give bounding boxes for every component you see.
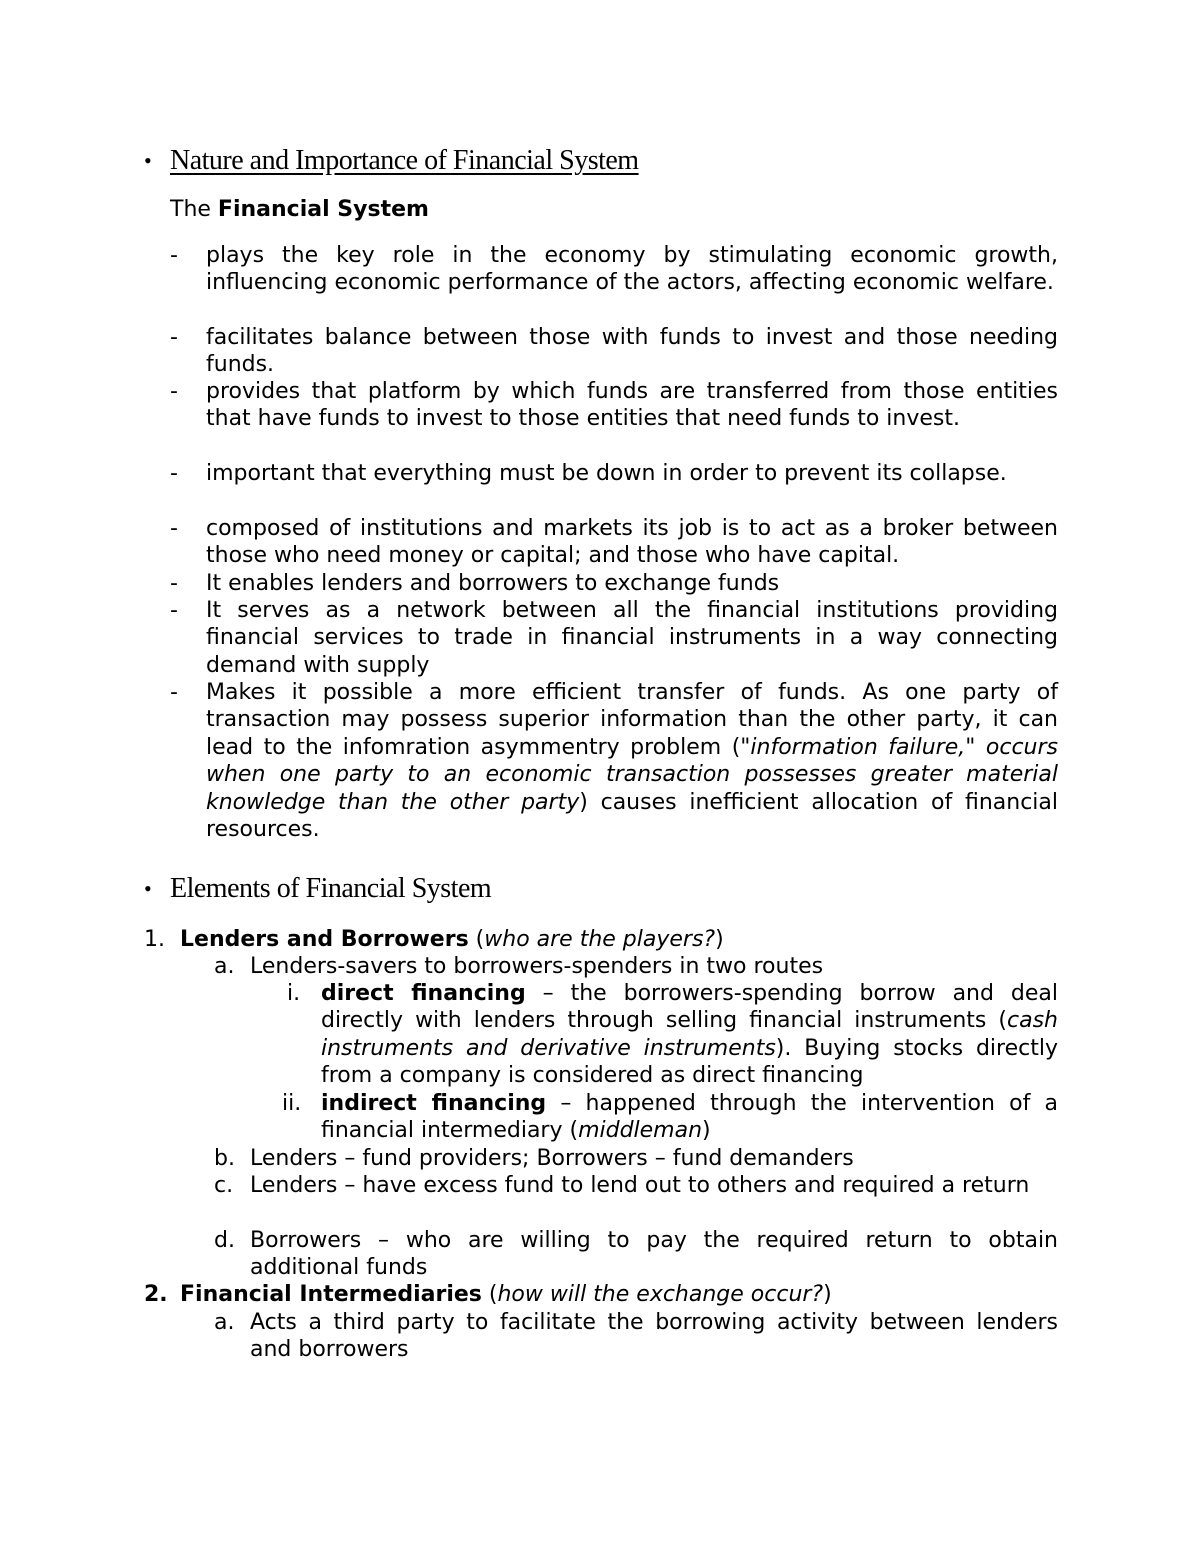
dash-marker: - bbox=[170, 243, 178, 268]
indirect-financing-bold: indirect financing bbox=[321, 1091, 547, 1116]
list-item-text: It serves as a network between all the financial institutions providing financial services to trade in financial instruments in a way connecting demand with supply bbox=[206, 598, 1058, 678]
numbered-item-text bbox=[180, 1281, 1058, 1308]
paren-close: ) bbox=[823, 1282, 832, 1307]
list-item-text bbox=[206, 679, 1058, 843]
numbered-item-text bbox=[180, 926, 1058, 953]
intro-line bbox=[170, 196, 429, 223]
indirect-financing-italic: middleman bbox=[578, 1118, 703, 1144]
section-title: Nature and Importance of Financial System bbox=[170, 145, 639, 176]
sub-item-text: Lenders-savers to borrowers-spenders in two routes bbox=[250, 954, 824, 979]
list-item-text: provides that platform by which funds are transferred from those entities that have funds to invest to those entities that need funds to invest. bbox=[206, 379, 1058, 432]
dash-marker: - bbox=[170, 379, 178, 404]
roman-item-text bbox=[321, 1090, 1058, 1145]
letter-marker: a. bbox=[214, 1310, 235, 1335]
direct-financing-part1: – the borrowers-spending borrow and deal directly with lenders through selling financial instruments ( bbox=[321, 981, 1058, 1034]
list-item-text: important that everything must be down in order to prevent its collapse. bbox=[206, 461, 1007, 486]
sub-item-text: Acts a third party to facilitate the borrowing activity between lenders and borrowers bbox=[250, 1310, 1058, 1363]
intro-bold: Financial System bbox=[217, 197, 429, 222]
item1-bold: Lenders and Borrowers bbox=[180, 927, 469, 952]
paren-open: ( bbox=[468, 927, 485, 952]
indirect-financing-part1: – happened through the intervention of a financial intermediary ( bbox=[321, 1091, 1058, 1144]
list-item-text: facilitates balance between those with funds to invest and those needing funds. bbox=[206, 325, 1058, 378]
bullet-icon: • bbox=[144, 876, 152, 901]
item2-italic: how will the exchange occur? bbox=[497, 1282, 824, 1307]
direct-financing-part2: ). Buying stocks directly from a company is considered as direct financing bbox=[321, 1035, 1058, 1089]
roman-marker: ii. bbox=[282, 1091, 302, 1116]
number-marker: 1. bbox=[144, 927, 165, 952]
paren-open: ( bbox=[481, 1282, 498, 1307]
direct-financing-bold: direct financing bbox=[321, 981, 526, 1006]
last-item-part2: ) causes inefficient allocation of financial resources. bbox=[206, 789, 1058, 843]
list-item-text: It enables lenders and borrowers to exchange funds bbox=[206, 571, 780, 596]
roman-item-text bbox=[321, 980, 1058, 1090]
letter-marker: b. bbox=[214, 1146, 235, 1171]
dash-marker: - bbox=[170, 571, 178, 596]
last-item-italic: information failure," occurs when one party to an economic transaction possesses greater material knowledge than the other party bbox=[206, 734, 1058, 815]
dash-marker: - bbox=[170, 325, 178, 350]
dash-marker: - bbox=[170, 516, 178, 541]
list-item-text: plays the key role in the economy by stimulating economic growth, influencing economic performance of the actors, affecting economic welfare. bbox=[206, 243, 1058, 296]
bullet-icon: • bbox=[144, 148, 152, 173]
last-item-part1: Makes it possible a more efficient transfer of funds. As one party of transaction may possess superior information than the other party, it can lead to the infomration asymmentry problem (" bbox=[206, 680, 1058, 760]
letter-marker: a. bbox=[214, 954, 235, 979]
dash-marker: - bbox=[170, 680, 178, 705]
letter-marker: d. bbox=[214, 1228, 235, 1253]
sub-item-text: Lenders – fund providers; Borrowers – fund demanders bbox=[250, 1146, 854, 1171]
sub-item-text: Borrowers – who are willing to pay the required return to obtain additional funds bbox=[250, 1228, 1058, 1281]
roman-marker: i. bbox=[287, 981, 301, 1006]
direct-financing-italic: cash instruments and derivative instruments bbox=[321, 1008, 1058, 1061]
dash-marker: - bbox=[170, 598, 178, 623]
item2-bold: Financial Intermediaries bbox=[180, 1282, 482, 1307]
item1-italic: who are the players? bbox=[484, 927, 716, 952]
paren-close: ) bbox=[715, 927, 724, 952]
letter-marker: c. bbox=[214, 1173, 234, 1198]
indirect-financing-part2: ) bbox=[702, 1118, 711, 1144]
dash-marker: - bbox=[170, 461, 178, 486]
section-title: Elements of Financial System bbox=[170, 873, 492, 904]
sub-item-text: Lenders – have excess fund to lend out to others and required a return bbox=[250, 1173, 1030, 1198]
number-marker: 2. bbox=[144, 1282, 168, 1307]
intro-prefix: The bbox=[170, 197, 218, 222]
list-item-text: composed of institutions and markets its job is to act as a broker between those who need money or capital; and those who have capital. bbox=[206, 516, 1058, 569]
